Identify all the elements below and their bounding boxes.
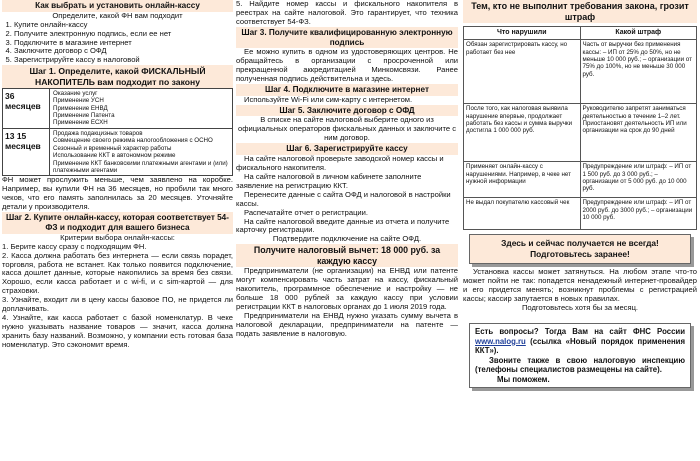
fn-condition: Сезонный и временный характер работы — [53, 144, 172, 152]
fn-condition: Применение ЕСХН — [53, 119, 108, 127]
fn-condition: Использование ККТ в автономном режиме — [53, 152, 176, 160]
violation-cell: Применяет онлайн-кассу с нарушениями. Например, в чеке нет нужной информации — [464, 162, 581, 198]
prepare-text: Установка кассы может затянуться. На любом этапе что-то может пойти не так: попадется ненадежный интернет-провайдер и его придется менять; возникнут проблемы с регистрацией кассы; кассир запутается в новых правилах. — [463, 267, 697, 304]
contact-phone-text: Звоните также в свою налоговую инспекцию (телефоны специалистов размещены на сайте). — [475, 355, 685, 375]
table-row — [3, 128, 233, 176]
violation-cell: Не выдал покупателю кассовый чек — [464, 198, 581, 230]
fn-condition: Оказание услуг — [53, 89, 98, 97]
fn-table — [2, 88, 233, 177]
fn-term: 36 месяцев — [3, 88, 50, 128]
contact-callout — [469, 323, 691, 388]
column-header: Что нарушили — [464, 27, 581, 40]
step5-heading: Шаг 5. Заключите договор с ОФД — [236, 105, 458, 117]
fn-condition: Применение УСН — [53, 97, 104, 105]
fn-conditions — [50, 88, 233, 128]
criterion-1: 1. Берите кассу сразу с подходящим ФН. — [2, 241, 147, 251]
table-row — [464, 40, 697, 104]
step4-heading: Шаг 4. Подключите в магазине интернет — [236, 84, 458, 96]
steps-item: 2. Получите электронную подпись, если ее нет — [14, 30, 233, 39]
step4-text: Используйте Wi-Fi или сим-карту с интернетом. — [244, 94, 413, 104]
fn-subtitle: Определите, какой ФН вам подходит — [52, 10, 183, 20]
table-row — [464, 198, 697, 230]
step2-heading: Шаг 2. Купите онлайн-кассу, которая соответствует 54-ФЗ и подходит для вашего бизнеса — [2, 212, 233, 233]
deduction-text: Предприниматели на ЕНВД нужно указать сумму вычета в налоговой декларации, предприниматели на патенте — подать заявление в налоговую. — [236, 310, 458, 338]
criterion-4: 4. Узнайте, как касса работает с базой номенклатур. В чеке нужно указывать название товаров — значит, касса должна хранить базу названий. Возможно, у компании есть готовая база номенклатур. Это сэкономит время. — [2, 313, 233, 350]
contact-link-note: (ссылка «Новый порядок применения ККТ»). — [475, 336, 685, 356]
fn-condition: Применение ЕНВД — [53, 104, 108, 112]
step3-text: Ее можно купить в одном из удостоверяющих центров. Не обращайтесь в организации с просроченной или прекращенной аккредитацией Минкомсвязи. Ранее полученная подпись действительна и здесь. — [236, 47, 458, 84]
column-right — [463, 0, 697, 461]
step5-text: В списке на сайте налоговой выберите одного из официальных операторов фискальных данных и заключите с ним договор. — [237, 115, 456, 143]
prepare-line-1: Здесь и сейчас получается не всегда! — [501, 238, 659, 249]
deduction-text: Предприниматели (не организации) на ЕНВД или патенте могут компенсировать часть затрат на кассу, фискальный накопитель, программное обеспечение и настройку — не больше 18 000 рублей за каждую кассу при условии регистрации ККТ в налоговых органах до 1 июля 2019 года. — [236, 266, 458, 311]
steps-item: 3. Подключите в магазине интернет — [14, 39, 233, 48]
fine-cell: Часть от выручки без применения кассы: – ИП от 25% до 50%, но не меньше 10 000 руб.; – организации от 75% до 100%, но не меньше 30 000 руб. — [580, 40, 697, 104]
table-header-row — [464, 27, 697, 40]
criterion-2: 2. Касса должна работать без интернета — если связь порадет, торговля, работа не встанет. Как только появится подключение, касса дошлет данные, которые накопились за время без связи. Хорошо, если касса работает и с wi-fi, и с sim-картой — для страховки. — [2, 250, 233, 296]
column-left — [2, 0, 233, 461]
fn-condition: Применение ККТ банковскими платежными агентами и (или) платежными агентами — [53, 159, 228, 175]
steps-item: 4. Заключите договор с ОФД — [14, 47, 233, 56]
step3-heading: Шаг 3. Получите квалифицированную электронную подпись — [236, 27, 458, 48]
prepare-line-2: Подготовьтесь заранее! — [530, 249, 630, 260]
deduction-heading: Получите налоговый вычет: 18 000 руб. за каждую кассу — [236, 244, 458, 267]
fines-table — [463, 26, 697, 230]
step6-item: Подтвердите подключение на сайте ОФД. — [272, 234, 422, 244]
fine-cell: Предупреждение или штраф: – ИП от 1 500 руб. до 3 000 руб.; – организации от 5 000 руб. до 10 000 руб. — [580, 162, 697, 198]
fn-note: ФН может прослужить меньше, чем заявлено на коробке. Например, вы купили ФН на 36 месяцев, но пробили так много чеков, что его память заполнилась за 20 месяцев. Уточняйте детали у производителя. — [2, 175, 233, 212]
steps-item: 5. Зарегистрируйте кассу в налоговой — [14, 56, 233, 65]
contact-help: Мы поможем. — [497, 374, 550, 384]
steps-item: 1. Купите онлайн-кассу — [14, 21, 233, 30]
contact-intro: Есть вопросы? Тогда Вам на сайт ФНС России — [475, 327, 685, 337]
step6-item: Перенесите данные с сайта ОФД и налоговой в настройки кассы. — [236, 189, 451, 208]
fine-cell: Предупреждение или штраф: – ИП от 2000 руб. до 3000 руб.; – организации 10 000 руб. — [580, 198, 697, 230]
violation-cell: Обязан зарегистрировать кассу, но работает без нее — [464, 40, 581, 104]
step6-item: На сайте налоговой проверьте заводской номер кассы и фискального накопителя. — [236, 153, 444, 172]
column-middle — [236, 0, 458, 461]
fine-cell: Руководителю запретят заниматься деятельностью в течение 1–2 лет. Приостановят деятельность ИП или организации на срок до 90 дней — [580, 104, 697, 162]
step6-heading: Шаг 6. Зарегистрируйте кассу — [236, 143, 458, 155]
column-header: Какой штраф — [580, 27, 697, 40]
criteria-heading: Критерии выбора онлайн-кассы: — [60, 232, 175, 242]
table-row — [464, 162, 697, 198]
violation-cell: После того, как налоговая выявила нарушение впервые, продолжает работать без кассы и сумма выручки достигла 1 000 000 руб. — [464, 104, 581, 162]
main-title: Как выбрать и установить онлайн-кассу — [2, 0, 233, 12]
fn-condition: Продажа подакцизных товаров — [53, 129, 143, 137]
fines-title: Тем, кто не выполнит требования закона, грозит штраф — [463, 0, 697, 23]
fn-conditions — [50, 128, 233, 176]
nalog-link[interactable]: www.nalog.ru — [475, 336, 526, 346]
prepare-advice: Подготовьтесь хотя бы за месяц. — [521, 303, 639, 313]
table-row — [464, 104, 697, 162]
criterion-3: 3. Узнайте, входит ли в цену кассы базовое ПО, не придется ли доплачивать. — [2, 295, 233, 314]
fn-condition: Совмещение своего режима налогообложения с ОСНО — [53, 137, 213, 145]
contact-text — [475, 327, 685, 356]
step6-item: Распечатайте отчет о регистрации. — [244, 207, 369, 217]
table-row — [3, 88, 233, 128]
step6-item: На сайте налоговой в личном кабинете заполните заявление на регистрацию ККТ. — [236, 171, 422, 190]
fn-term: 13 15 месяцев — [3, 128, 50, 176]
step6-item: На сайте налоговой введите данные из отчета и получите карточку регистрации. — [236, 216, 450, 235]
criterion-5: 5. Найдите номер кассы и фискального накопителя в реестрах на сайте налоговой. Это гарантирует, что техника соответствует 54-ФЗ. — [236, 0, 458, 26]
fn-condition: Применение Патента — [53, 111, 115, 119]
steps-list — [2, 21, 233, 66]
prepare-callout — [469, 234, 691, 264]
step1-heading: Шаг 1. Определите, какой ФИСКАЛЬНЫЙ НАКОПИТЕЛЬ вам подходит по закону — [2, 65, 233, 87]
